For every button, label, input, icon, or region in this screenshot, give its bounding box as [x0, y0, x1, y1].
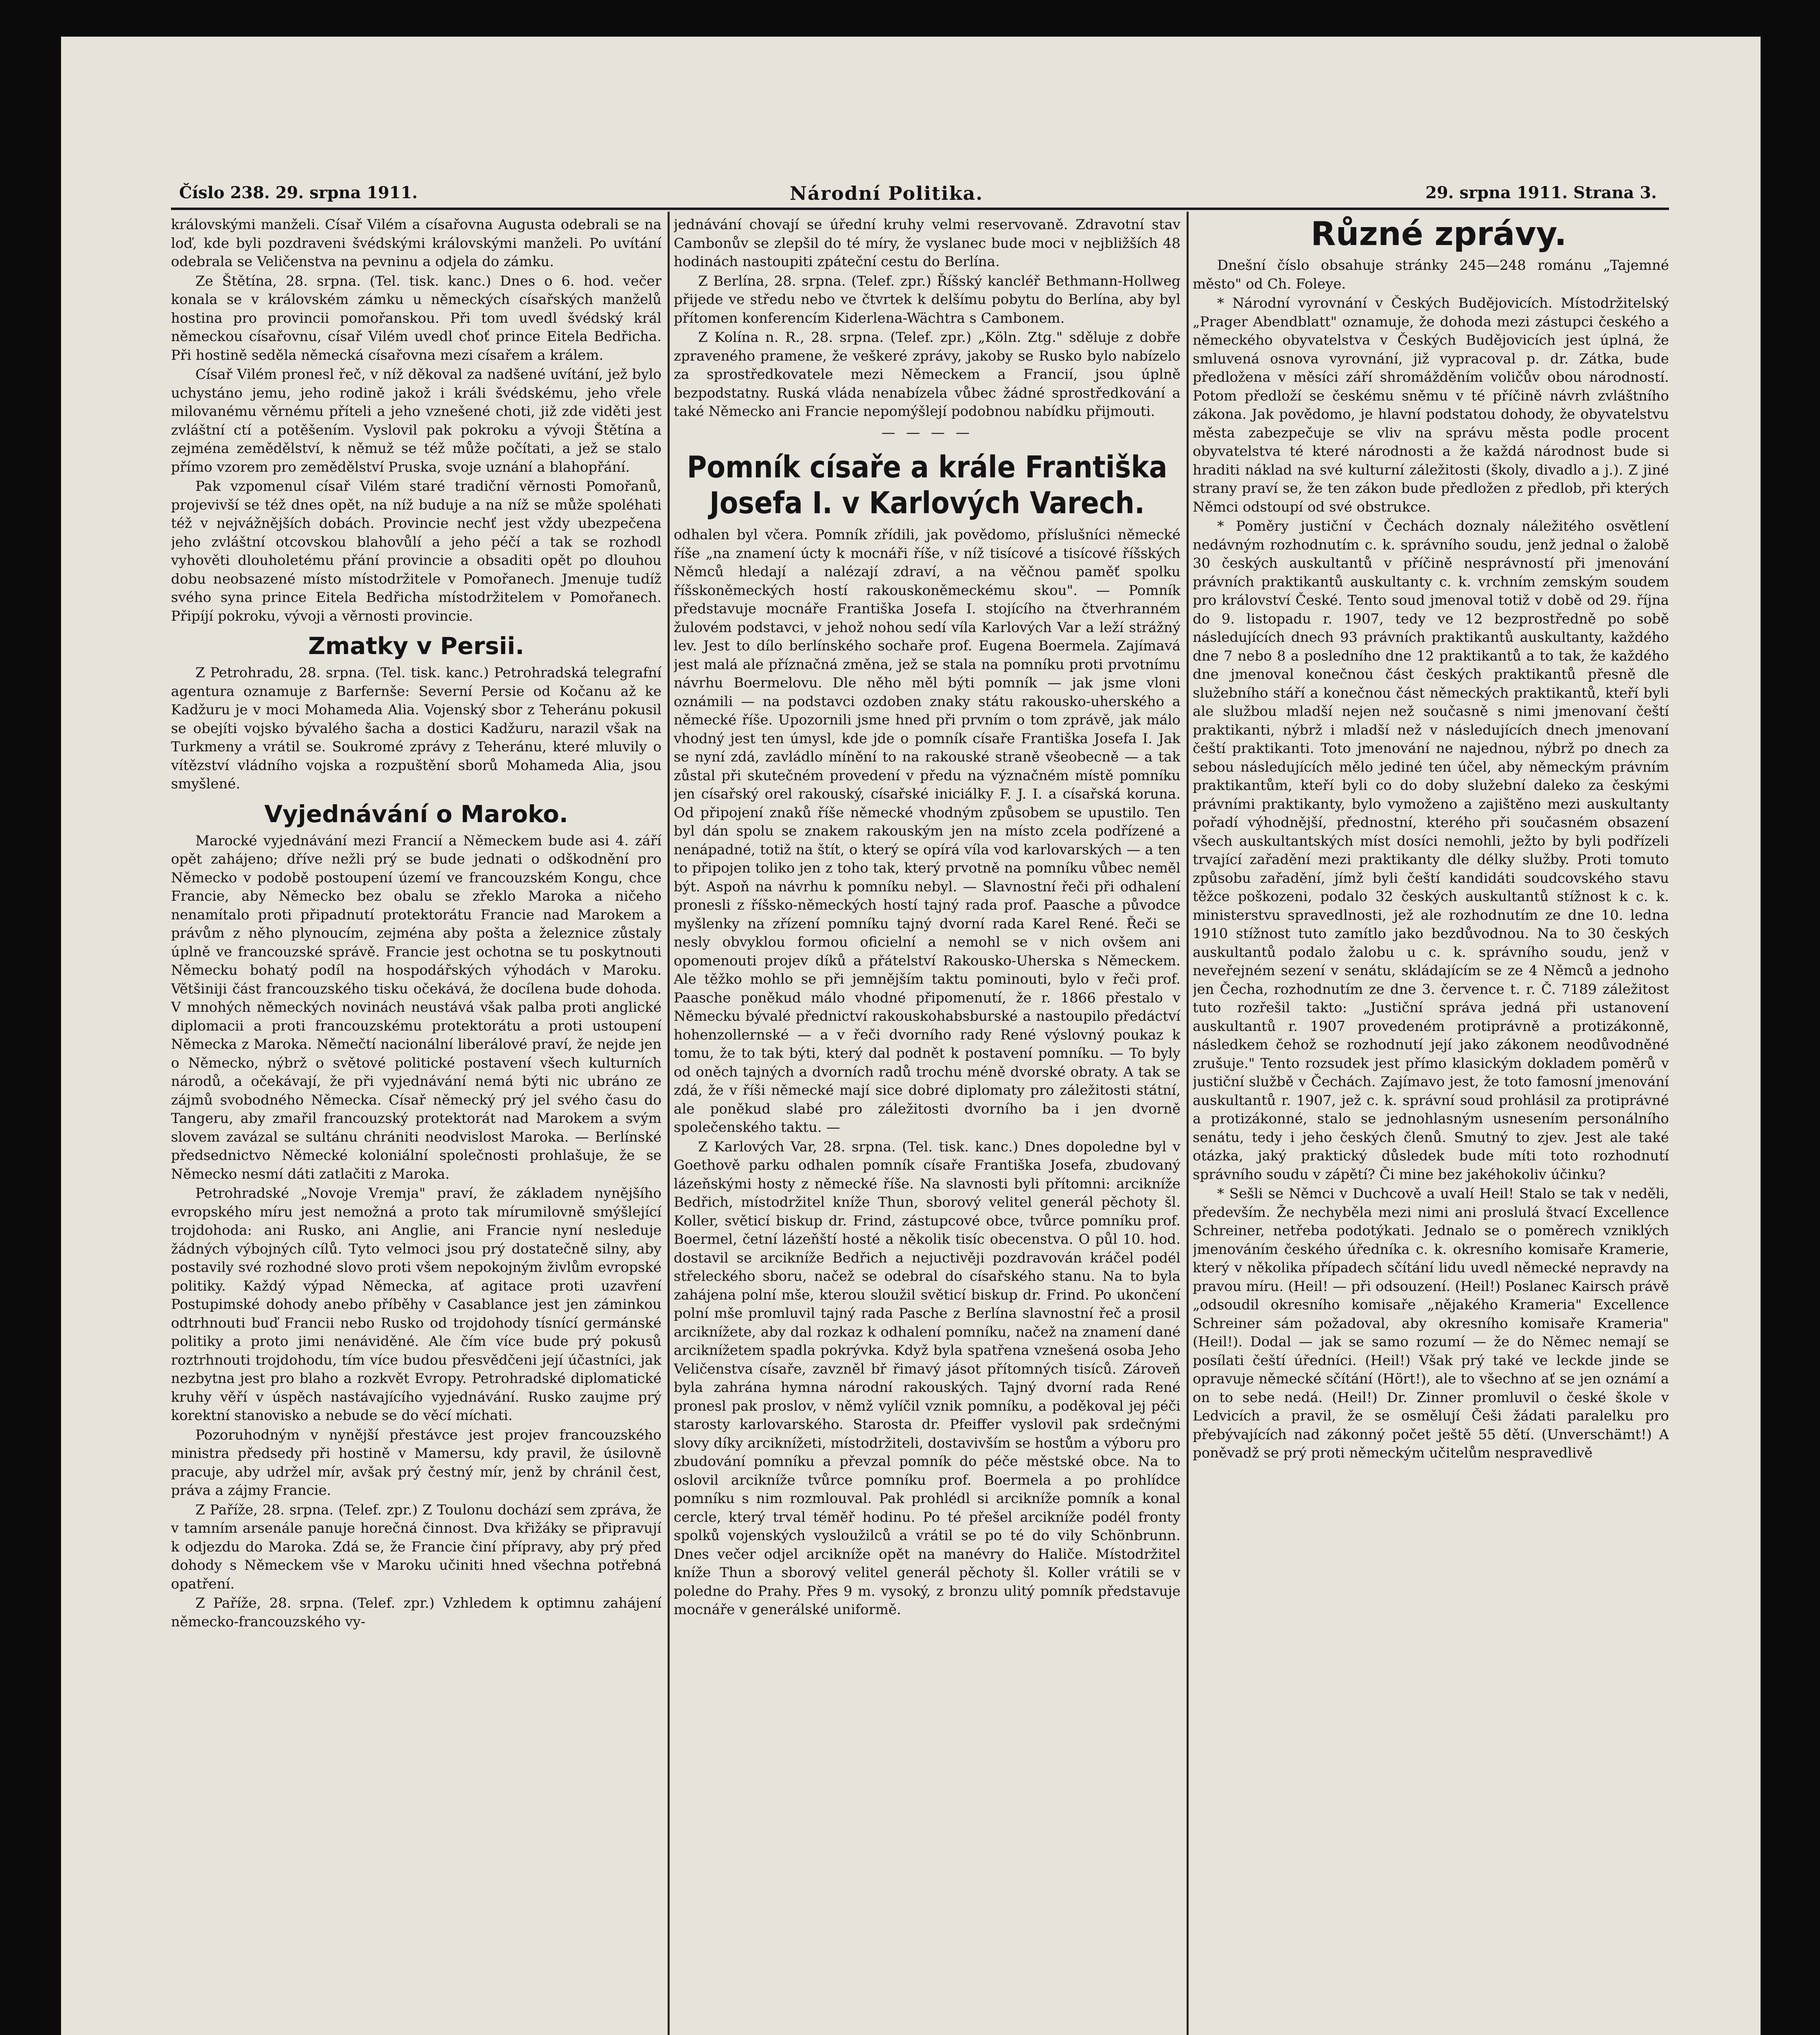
newspaper-page: [61, 37, 1761, 2035]
article-paragraph: Z Berlína, 28. srpna. (Telef. zpr.) Říšský kancléř Bethmann-Hollweg přijede ve středu nebo ve čtvrtek k delšímu pobytu do Berlína, aby byl přítomen konferencím Kiderlena-Wächtra s Cambonem.: [674, 273, 1180, 326]
article-paragraph: Marocké vyjednávání mezi Francií a Německem bude asi 4. září opět zahájeno; dříve nežli prý se bude jednati o odškodnění pro Německo v podobě postoupení území ve francouzském Kongu, chce Francie, aby Německo bez obalu se zřeklo Maroka a ničeho nenamítalo proti připadnutí protektorátu Francie nad Marokem a právům z něho plynoucím, zejména aby pošta a železnice zůstaly úplně ve francouzské správě. Francie jest ochotna se tu poskytnouti Německu bohatý podíl na hospodářských výhodách v Maroku. Většiniji část francouzského tisku očekává, že docílena bude dohoda. V mnohých německých novinách neustává však palba proti anglické diplomacii a proti francouzskému protektorátu a proti ustoupení Německa z Maroka. Němečtí nacionální liberálové praví, že nejde jen o Německo, nýbrž o světové politické postavení všech kulturních národů, a očekávají, že při vyjednávání nemá býti nic ubráno ze zájmů svobodného Německa. Císař německý prý jel svého času do Tangeru, aby zmařil francouzský protektorát nad Marokem a svým slovem zavázal se sultánu chrániti neodvislost Maroka. — Berlínské předsednictvo Německé koloniální společnosti prohlašuje, že se Německo nesmí dáti zatlačiti z Maroka.: [171, 832, 661, 1182]
article-paragraph: jednávání chovají se úřední kruhy velmi reservovaně. Zdravotní stav Cambonův se zlepšil do té míry, že vyslanec bude moci v nejbližších 48 hodinách nastoupiti zpáteční cestu do Berlína.: [674, 217, 1180, 270]
article-paragraph: Ze Štětína, 28. srpna. (Tel. tisk. kanc.) Dnes o 6. hod. večer konala se v královském zámku u německých císařských manželů hostina pro provincii pomořanskou. Při tom uvedl švédský král německou císařovnu, císař Vilém uvedl choť prince Eitela Bedřicha. Při hostině seděla německá císařovna mezi císařem a králem.: [171, 273, 661, 363]
column-1: [171, 216, 661, 2035]
section-separator: — — — —: [881, 424, 973, 441]
article-paragraph: Z Karlových Var, 28. srpna. (Tel. tisk. kanc.) Dnes dopoledne byl v Goethově parku odhalen pomník císaře Františka Josefa, zbudovaný lázeňskými hosty z německé říše. Na slavnosti byli přítomni: arcikníže Bedřich, místodržitel kníže Thun, sborový velitel generál pěchoty šl. Koller, světicí biskup dr. Frind, zástupcové obce, tvůrce pomníku prof. Boermel, četní lázeňští hosté a několik tisíc obecenstva. O půl 10. hod. dostavil se arcikníže Bedřich a nejuctivěji pozdravován kráčel podél střeleckého sboru, načež se odebral do císařského stanu. Na to byla zahájena polní mše, kterou sloužil světicí biskup dr. Frind. Po ukončení polní mše promluvil tajný rada Pasche z Berlína slavnostní řeč a prosil arciknížete, aby dal rozkaz k odhalení pomníku, načež na znamení dané arciknížetem spadla pokrývka. Když byla spatřena vznešená osoba Jeho Veličenstva císaře, zavzněl bř řimavý jásot přítomných tisíců. Zároveň byla zahrána hymna národní rakouských. Tajný dvorní rada René pronesl pak proslov, v němž vylíčil vznik pomníku, a poděkoval jej péči starosty karlovarského. Starosta dr. Pfeiffer vyslovil pak srdečnými slovy díky arciknížeti, místodržiteli, dostavivším se hostům a výboru pro zbudování pomníku a převzal pomník do péče městské obce. Na to oslovil arcikníže tvůrce pomníku prof. Boermela a po prohlídce pomníku s nim rozmlouval. Pak prohlédl si arcikníže pomník a konal cercle, který trval téměř hodinu. Po té přešel arcikníže podél fronty spolků vojenských vysloužilců a vrátil se po té do vily Schönbrunn. Dnes večer odjel arcikníže opět na manévry do Haliče. Místodržitel kníže Thun a sborový velitel generál pěchoty šl. Koller vrátili se v poledne do Prahy. Přes 9 m. vysoký, z bronzu ulitý pomník představuje mocnáře v generálské uniformě.: [674, 1138, 1180, 1618]
article-paragraph: Z Kolína n. R., 28. srpna. (Telef. zpr.) „Köln. Ztg." sděluje z dobře zpraveného pramene, že veškeré zprávy, jakoby se Rusko bylo nabízelo za sprostředkovatele mezi Německem a Francií, jsou úplně bezpodstatny. Ruská vláda nenabízela vůbec žádné sprostředkování a také Německo ani Francie nepomýšlejí podobnou nabídku přijmouti.: [674, 329, 1180, 420]
newspaper-title: Národní Politika.: [790, 182, 983, 204]
column-3: [1193, 216, 1669, 2035]
section-title-various-news: Různé zprávy.: [1311, 216, 1567, 253]
article-paragraph: * Sešli se Němci v Duchcově a uvalí Heil! Stalo se tak v neděli, především. Že nechyběla mezi nimi ani proslulá štvací Excellence Schreiner, netřeba podotýkati. Jednalo se o poměrech vzniklých jmenováním českého úředníka c. k. okresního komisaře Kramerie, který v několika případech sčítání lidu uvedl německé nepravdy na pravou míru. (Heil! — při odsouzení. (Heil!) Poslanec Kairsch právě „odsoudil okresního komisaře „nějakého Krameria" Excellence Schreiner sám požadoval, aby okresního komisaře Krameria" (Heil!). Dodal — jak se samo rozumí — že do Němec nemají se posílati čeští úředníci. (Heil!) Však prý také ve leckde jinde se opravuje německé sčítání (Hört!), ale to všechno ať se jen oznámí a on to sebe nedá. (Heil!) Dr. Zinner promluvil o české škole v Ledvicích a pravil, že se osmělují Češi žádati paralelku pro přebývajících nad zákonný počet ještě 55 dětí. (Unverschämt!) A poněvadž se prý proti německým učitelům nespravedlivě: [1193, 1186, 1669, 1461]
article-paragraph: Petrohradské „Novoje Vremja" praví, že základem nynějšího evropského míru jest nemožná a proto tak mírumilovně smýšlející trojdohoda: ani Rusko, ani Anglie, ani Francie nyní nesleduje žádných výbojných cílů. Tyto velmoci jsou prý dostatečně silny, aby postavily své rozhodné slovo proti všem nepokojným živlům evropské politiky. Každý výpad Německa, ať agitace proti uzavření Postupimské dohody anebo příběhy v Casablance jest jen záminkou odtrhnouti buď Francii nebo Rusko od trojdohody tísnící germánské politiky a proto jimi nenáviděné. Ale čím více bude prý pokusů roztrhnouti trojdohodu, tím více budou přesvědčeni její účastníci, jak nezbytna jest pro blaho a rozkvět Evropy. Petrohradské diplomatické kruhy věří v úspěch nastávajícího vyjednávání. Rusko zaujme prý korektní stanovisko a nebude se do věcí míchati.: [171, 1185, 661, 1424]
article-paragraph: Z Petrohradu, 28. srpna. (Tel. tisk. kanc.) Petrohradská telegrafní agentura oznamuje z Barfernše: Severní Persie od Kočanu až ke Kadžuru je v moci Mohameda Alia. Vojenský sbor z Teheránu pokusil se obejíti vojsko bývalého šacha a dostici Kadžuru, narazil však na Turkmeny a vrátil se. Soukromé zprávy z Teheránu, které mluvily o vítězství vládního vojska a rozpuštění sborů Mohameda Alia, jsou smyšlené.: [171, 665, 661, 792]
article-paragraph: odhalen byl včera. Pomník zřídili, jak povědomo, příslušníci německé říše „na znamení úcty k mocnáři říše, v níž tisícové a tisícové říšských Němců hledají a nalézají zdraví, a na věčnou paměť spolku říšskoněmeckých hostí rakouskoněmeckému skou". — Pomník představuje mocnáře Františka Josefa I. stojícího na čtverhranném žulovém podstavci, v jehož nohou sedí víla Karlových Var a leží strážný lev. Jest to dílo berlínského sochaře prof. Eugena Boermela. Zajímavá jest malá ale příznačná změna, jež se stala na pomníku proti prvotnímu návrhu Boermelovu. Dle něho měl býti pomník — jak jsme vloni oznámili — na podstavci ozdoben znaky státu rakousko-uherského a německé říše. Upozornili jsme hned při prvním o tom zprávě, jak málo vhodný jest ten úmysl, kde jde o pomník císaře Františka Josefa I. Jak se nyní zdá, zavládlo mínění to na rakouské straně všeobecně — a tak zůstal při skutečném provedení v předu na význačném místě pomníku jen císařský orel rakouský, císařské iniciálky F. J. I. a císařská koruna. Od připojení znaků říše německé vhodným způsobem se upustilo. Ten byl dán spolu se znakem rakouským jen na místo zcela podřízené a nenápadné, totiž na štít, o který se opírá víla vod karlovarských — a ten to připojen toliko jen z toho tak, který prvotně na pomníku vůbec neměl být. Aspoň na návrhu k pomníku nebyl. — Slavnostní řeči při odhalení pronesli z říšsko-německých hostí tajný rada prof. Paasche a původce myšlenky na zřízení pomníku tajný dvorní rada Karel René. Řeči se nesly obvyklou formou oficielní a nemohl se v nich ovšem ani opomenouti projev díků a přátelství Rakousko-Uherska s Německem. Ale těžko mohlo se při jemnějším taktu pominouti, bylo v řeči prof. Paasche poněkud málo vhodné připomenutí, že r. 1866 přestalo v Německu bývalé přednictví rakouskohabsburské a nastoupilo předáctví hohenzollernské — a v řeči dvorního rady René výslovný poukaz k tomu, že to tak býti, který dal podnět k postavení pomníku. — To byly od oněch tajných a dvorních radů trochu méně dvorské obraty. A tak se zdá, že v říši německé mají sice dobré diplomaty pro záležitosti státní, ale poněkud slabé pro záležitosti dvorního ba i jen dvorně společenského taktu. —: [674, 527, 1180, 1136]
article-paragraph: * Národní vyrovnání v Českých Budějovicích. Místodržitelský „Prager Abendblatt" oznamuje, že dohoda mezi zástupci českého a německého obyvatelstva v Českých Budějovicích jest úplná, že smluvená osnova vyrovnání, již vypracoval p. dr. Zátka, bude předložena v měsíci září shromážděním voličův obou národností. Potom předloží se českému sněmu v té příčině návrh zvláštního zákona. Jak povědomo, je hlavní podstatou dohody, že obyvatelstvu města zabezpečuje se vliv na správu města podle procent obyvatelstva té které národnosti a že každá národnost bude si hraditi náklad na své kulturní záležitosti (školy, divadlo a j.). Z jiné strany praví se, že ten zákon bude předložen z předlob, při kterých Němci odstoupí od své obstrukce.: [1193, 295, 1669, 515]
column-2: [674, 216, 1180, 2035]
article-paragraph: Pak vzpomenul císař Vilém staré tradiční věrnosti Pomořanů, projevivší se též dnes opět, na níž buduje a na níž se může spoléhati též v nejvážnějších dobách. Provincie nechť jest vždy ubezpečena jeho zvláštní otcovskou blahovůlí a jeho péčí a tak se rozhodl vyhověti dlouholetému přání provincie a obsaditi opět po dlouhou dobu neobsazené místo místodržitele v Pomořanech. Jmenuje tudíž svého syna prince Eitela Bedřicha místodržitelem v Pomořanech. Připíjí pokroku, vývoji a věrnosti provincie.: [171, 478, 661, 624]
page-header: [179, 175, 1657, 212]
header-rule: [171, 208, 1669, 210]
page-number: 29. srpna 1911. Strana 3.: [1425, 183, 1657, 202]
article-paragraph: Z Paříže, 28. srpna. (Telef. zpr.) Z Toulonu dochází sem zpráva, že v tamním arsenále panuje horečná činnost. Dva křižáky se připravují k odjezdu do Maroka. Zdá se, že Francie činí přípravy, aby prý před dohody s Německem vše v Maroku učiniti hned všechna potřebná opatření.: [171, 1501, 661, 1592]
headline-persia: Zmatky v Persii.: [308, 632, 524, 660]
column-divider-1: [668, 212, 670, 2035]
article-paragraph: Císař Vilém pronesl řeč, v níž děkoval za nadšené uvítání, jež bylo uchystáno jemu, jeho rodině jakož i králi švédskému, jeho vřele milovanému věrnému příteli a jeho vznešené choti, již zde viděti jest zvláštní ctí a potěšením. Vyslovil pak pokroku a vývoji Štětína a zejména zemědělství, k němuž se též může počítati, a jež se stalo přímo vzorem pro zemědělství Pruska, svoje uznání a blahopřání.: [171, 366, 661, 475]
article-paragraph: Z Paříže, 28. srpna. (Telef. zpr.) Vzhledem k optimnu zahájení německo-francouzského vy-: [171, 1595, 661, 1630]
article-paragraph: Dnešní číslo obsahuje stránky 245—248 románu „Tajemné město" od Ch. Foleye.: [1193, 257, 1669, 292]
headline-monument: Pomník císaře a krále Františka Josefa I. v Karlových Varech.: [687, 450, 1167, 521]
column-divider-2: [1187, 212, 1189, 2035]
headline-morocco: Vyjednávání o Maroko.: [264, 800, 568, 828]
article-paragraph: * Poměry justiční v Čechách doznaly náležitého osvětlení nedávným rozhodnutím c. k. správního soudu, jenž jednal o žalobě 30 českých auskultantů v příčině nesprávností při jmenování právních praktikantů auskultanty c. k. vrchním zemským soudem pro království České. Tento soud jmenoval totiž v době od 29. října do 9. listopadu r. 1907, tedy ve 12 bezprostředně po sobě následujících dnech 93 právních praktikantů auskultanty, každého dne 7 nebo 8 a posledního dne 12 praktikantů a to tak, že každého dne jmenoval konečnou část českých praktikantů přesně dle služebního stáří a konečnou část německých praktikantů, kteří byli ale službou mladší nejen než současně s nimi jmenovaní čeští praktikanti, nýbrž i mladší než v následujících dnech jmenovaní čeští praktikanti. Toto jmenování ne najednou, nýbrž po dnech za sebou následujících mělo jediné ten účel, aby německým právním praktikantům, kteří byli co do doby služební daleko za českými právními praktikanty, bylo vymoženo a zajištěno mezi auskultanty pořadí výhodnější, přednostní, kterého při současném obsazení všech auskultantských míst dosíci nemohli, ježto by byli podřízeli trvající zařadění mezi praktikanty dle délky služby. Proti tomuto způsobu zařadění, jímž byli čeští kandidáti soudcovského stavu těžce poškozeni, podalo 32 českých auskultantů stížnost k c. k. ministerstvu spravedlnosti, jež ale rozhodnutím ze dne 10. ledna 1910 stížnost tuto zamítlo jako bezdůvodnou. Na to 30 českých auskultantů podalo žalobu u c. k. správního soudu, jenž v neveřejném sezení v senátu, skládajícím se ze 4 Němců a jednoho jen Čecha, rozhodnutím ze dne 3. července t. r. Č. 7189 záležitost tuto rozřešil takto: „Justiční správa jedná při ustanovení auskultantů r. 1907 provedeném protiprávně a protizákonně, následkem čehož se rozhodnutí její jako zákonem neodůvodněné zrušuje." Tento rozsudek jest přímo klasickým dokladem poměrů v justiční službě v Čechách. Zajímavo jest, že toto famosní jmenování auskultantů r. 1907, jež c. k. správní soud prohlásil za protiprávné a protizákonné, stalo se jednohlasným usnesením personálního senátu, tedy i jeho českých členů. Smutný to zjev. Jest ale také otázka, jaký praktický důsledek bude míti toto rozhodnutí správního soudu v zápětí? Či mine bez jakéhokoliv účinku?: [1193, 518, 1669, 1183]
issue-number: Číslo 238. 29. srpna 1911.: [179, 183, 418, 202]
article-paragraph: Pozoruhodným v nynější přestávce jest projev francouzského ministra předsedy při hostině v Mamersu, kdy pravil, že úsilovně pracuje, aby udržel mír, avšak prý čestný mír, jenž by chránil čest, práva a zájmy Francie.: [171, 1427, 661, 1499]
article-paragraph: královskými manželi. Císař Vilém a císařovna Augusta odebrali se na loď, kde byli pozdraveni švédskými královskými manželi. Po uvítání odebrala se Veličenstva na pevninu a odjela do zámku.: [171, 217, 661, 270]
